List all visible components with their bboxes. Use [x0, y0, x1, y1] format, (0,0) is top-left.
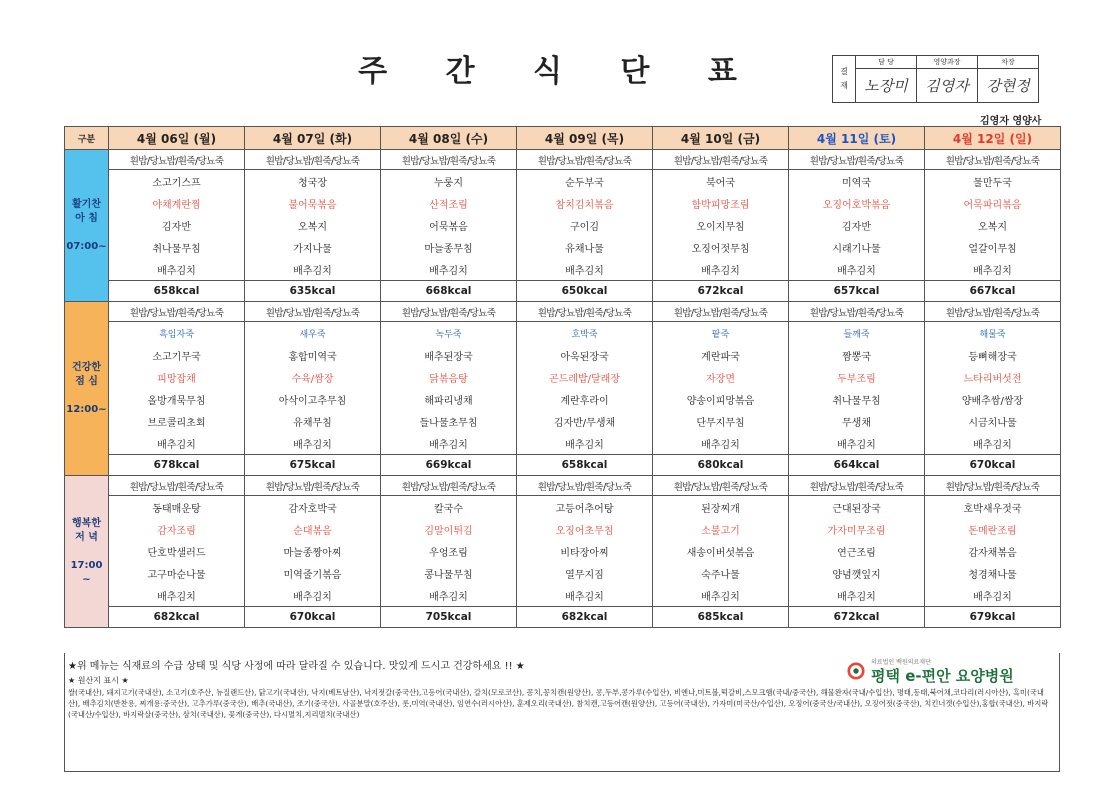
menu-item-cell: 동태매운탕 [109, 496, 245, 519]
menu-item-cell: 양배추쌈/쌈장 [925, 388, 1061, 410]
menu-row [65, 366, 1061, 388]
menu-item-cell: 아삭이고추무침 [245, 388, 381, 410]
kcal-row [65, 281, 1061, 302]
rice-option-cell: 흰밥/당뇨밥/흰죽/당뇨죽 [789, 476, 925, 496]
kcal-cell: 657kcal [789, 281, 925, 302]
rice-option-cell: 흰밥/당뇨밥/흰죽/당뇨죽 [925, 150, 1061, 170]
menu-item-cell: 김자반/무생채 [517, 410, 653, 432]
menu-item-cell: 올방개묵무침 [109, 388, 245, 410]
menu-item-cell: 배추김치 [381, 432, 517, 455]
menu-row [65, 540, 1061, 562]
menu-item-cell: 호박새우젓국 [925, 496, 1061, 519]
kcal-cell: 635kcal [245, 281, 381, 302]
menu-item-cell: 들나물초무침 [381, 410, 517, 432]
menu-item-cell: 배추김치 [109, 258, 245, 281]
meal-label-line: 점 심 [75, 375, 98, 387]
header-row [65, 127, 1061, 150]
menu-item-cell: 된장찌개 [653, 496, 789, 519]
menu-item-cell: 감자조림 [109, 518, 245, 540]
menu-item-cell: 숙주나물 [653, 562, 789, 584]
menu-item-cell: 취나물무침 [789, 388, 925, 410]
menu-item-cell: 우엉조림 [381, 540, 517, 562]
menu-item-cell: 누룽지 [381, 170, 517, 193]
menu-item-cell: 시래기나물 [789, 236, 925, 258]
rice-option-cell: 흰밥/당뇨밥/흰죽/당뇨죽 [109, 476, 245, 496]
kcal-cell: 672kcal [653, 281, 789, 302]
menu-item-cell: 닭볶음탕 [381, 366, 517, 388]
meal-label-line: ~ [82, 573, 91, 585]
menu-item-cell: 배추김치 [789, 258, 925, 281]
menu-item-cell: 함박피망조림 [653, 192, 789, 214]
header-day: 4월 08일 (수) [381, 127, 517, 150]
menu-item-cell: 유채무침 [245, 410, 381, 432]
menu-item-cell: 야채계란찜 [109, 192, 245, 214]
menu-row [65, 518, 1061, 540]
menu-item-cell: 호박죽 [517, 322, 653, 345]
menu-item-cell: 구이김 [517, 214, 653, 236]
menu-item-cell: 단호박샐러드 [109, 540, 245, 562]
menu-item-cell: 얼갈이무침 [925, 236, 1061, 258]
meal-label-line: 활기찬 [72, 198, 101, 210]
menu-row [65, 322, 1061, 345]
menu-item-cell: 감자채볶음 [925, 540, 1061, 562]
menu-item-cell: 홍합미역국 [245, 344, 381, 366]
menu-item-cell: 김자반 [789, 214, 925, 236]
meal-label-lunch [65, 302, 109, 476]
menu-item-cell: 순대볶음 [245, 518, 381, 540]
kcal-cell: 675kcal [245, 455, 381, 476]
meal-label-breakfast [65, 150, 109, 302]
menu-row [65, 584, 1061, 607]
rice-option-cell: 흰밥/당뇨밥/흰죽/당뇨죽 [653, 302, 789, 322]
menu-item-cell: 소고기무국 [109, 344, 245, 366]
menu-item-cell: 감자호박국 [245, 496, 381, 519]
menu-item-cell: 김자반 [109, 214, 245, 236]
approval-header: 담 당 [856, 56, 917, 69]
menu-row [65, 302, 1061, 322]
menu-item-cell: 배추김치 [245, 432, 381, 455]
menu-item-cell: 녹두죽 [381, 322, 517, 345]
kcal-cell: 680kcal [653, 455, 789, 476]
meal-label-line: 아 침 [75, 212, 98, 224]
menu-item-cell: 배추김치 [517, 432, 653, 455]
menu-row [65, 410, 1061, 432]
rice-option-cell: 흰밥/당뇨밥/흰죽/당뇨죽 [109, 302, 245, 322]
meal-label-line: 12:00~ [66, 403, 107, 415]
approval-label: 결 재 [833, 56, 856, 103]
rice-option-cell: 흰밥/당뇨밥/흰죽/당뇨죽 [245, 476, 381, 496]
menu-item-cell: 어묵파리볶음 [925, 192, 1061, 214]
menu-item-cell: 순두부국 [517, 170, 653, 193]
menu-row [65, 150, 1061, 170]
menu-row [65, 496, 1061, 519]
menu-item-cell: 배추김치 [789, 432, 925, 455]
menu-item-cell: 소고기스프 [109, 170, 245, 193]
rice-option-cell: 흰밥/당뇨밥/흰죽/당뇨죽 [517, 150, 653, 170]
header-day: 4월 10일 (금) [653, 127, 789, 150]
footer [64, 653, 1060, 772]
menu-item-cell: 계란파국 [653, 344, 789, 366]
kcal-cell: 658kcal [109, 281, 245, 302]
kcal-row [65, 455, 1061, 476]
meal-label-line: 건강한 [72, 361, 101, 373]
menu-item-cell: 미역국 [789, 170, 925, 193]
rice-option-cell: 흰밥/당뇨밥/흰죽/당뇨죽 [789, 150, 925, 170]
kcal-cell: 650kcal [517, 281, 653, 302]
kcal-cell: 664kcal [789, 455, 925, 476]
rice-option-cell: 흰밥/당뇨밥/흰죽/당뇨죽 [925, 302, 1061, 322]
menu-item-cell: 오징어초무침 [517, 518, 653, 540]
menu-item-cell: 마늘종짱아찌 [245, 540, 381, 562]
menu-item-cell: 배추김치 [925, 432, 1061, 455]
menu-item-cell: 오징어호박볶음 [789, 192, 925, 214]
menu-row [65, 170, 1061, 193]
menu-item-cell: 가자미무조림 [789, 518, 925, 540]
menu-item-cell: 무생채 [789, 410, 925, 432]
meal-label-line: 07:00~ [66, 240, 107, 252]
menu-item-cell: 참치김치볶음 [517, 192, 653, 214]
menu-item-cell: 느타리버섯전 [925, 366, 1061, 388]
menu-row [65, 258, 1061, 281]
menu-item-cell: 오복지 [925, 214, 1061, 236]
kcal-cell: 685kcal [653, 607, 789, 628]
menu-item-cell: 곤드레밥/달래장 [517, 366, 653, 388]
menu-item-cell: 수육/쌈장 [245, 366, 381, 388]
header-day: 4월 07일 (화) [245, 127, 381, 150]
menu-item-cell: 단무지무침 [653, 410, 789, 432]
menu-item-cell: 북어국 [653, 170, 789, 193]
menu-item-cell: 배추김치 [789, 584, 925, 607]
menu-row [65, 214, 1061, 236]
header-day-saturday: 4월 11일 (토) [789, 127, 925, 150]
menu-item-cell: 배추김치 [381, 584, 517, 607]
menu-item-cell: 배추김치 [925, 258, 1061, 281]
meal-label-line [65, 389, 108, 403]
rice-option-cell: 흰밥/당뇨밥/흰죽/당뇨죽 [517, 476, 653, 496]
menu-item-cell: 흑임자죽 [109, 322, 245, 345]
menu-item-cell: 배추김치 [109, 432, 245, 455]
menu-item-cell: 피망잡채 [109, 366, 245, 388]
meal-label-line [65, 226, 108, 240]
dietitian-name: 김영자 영양사 [980, 116, 1042, 127]
menu-item-cell: 시금치나물 [925, 410, 1061, 432]
menu-item-cell: 계란후라이 [517, 388, 653, 410]
menu-item-cell: 오복지 [245, 214, 381, 236]
menu-item-cell: 배추김치 [653, 432, 789, 455]
menu-item-cell: 배추김치 [245, 258, 381, 281]
menu-item-cell: 두부조림 [789, 366, 925, 388]
menu-item-cell: 미역줄기볶음 [245, 562, 381, 584]
kcal-cell: 670kcal [925, 455, 1061, 476]
menu-item-cell: 김말이튀김 [381, 518, 517, 540]
hospital-logo-icon [847, 662, 865, 680]
rice-option-cell: 흰밥/당뇨밥/흰죽/당뇨죽 [245, 302, 381, 322]
kcal-cell: 705kcal [381, 607, 517, 628]
menu-item-cell: 칼국수 [381, 496, 517, 519]
menu-item-cell: 소불고기 [653, 518, 789, 540]
approval-signature: 김영자 [917, 69, 978, 103]
menu-item-cell: 들깨죽 [789, 322, 925, 345]
header-gubun: 구분 [65, 127, 109, 150]
rice-option-cell: 흰밥/당뇨밥/흰죽/당뇨죽 [517, 302, 653, 322]
rice-option-cell: 흰밥/당뇨밥/흰죽/당뇨죽 [381, 302, 517, 322]
kcal-cell: 672kcal [789, 607, 925, 628]
kcal-cell: 678kcal [109, 455, 245, 476]
menu-item-cell: 산적조림 [381, 192, 517, 214]
kcal-cell: 668kcal [381, 281, 517, 302]
menu-item-cell: 유채나물 [517, 236, 653, 258]
kcal-cell: 682kcal [109, 607, 245, 628]
meal-label-line: 17:00 [70, 559, 103, 571]
approval-signature: 강현정 [978, 69, 1039, 103]
menu-item-cell: 배추김치 [653, 258, 789, 281]
kcal-cell: 679kcal [925, 607, 1061, 628]
rice-option-cell: 흰밥/당뇨밥/흰죽/당뇨죽 [653, 150, 789, 170]
meal-label-line: 행복한 [72, 517, 101, 529]
menu-item-cell: 고등어추어탕 [517, 496, 653, 519]
menu-item-cell: 짬뽕국 [789, 344, 925, 366]
menu-item-cell: 불어묵볶음 [245, 192, 381, 214]
meal-label-line [65, 545, 108, 559]
menu-item-cell: 자장면 [653, 366, 789, 388]
rice-option-cell: 흰밥/당뇨밥/흰죽/당뇨죽 [381, 476, 517, 496]
rice-option-cell: 흰밥/당뇨밥/흰죽/당뇨죽 [925, 476, 1061, 496]
menu-item-cell: 배추된장국 [381, 344, 517, 366]
menu-item-cell: 배추김치 [381, 258, 517, 281]
menu-item-cell: 취나물무침 [109, 236, 245, 258]
menu-item-cell: 오징어젓무침 [653, 236, 789, 258]
menu-item-cell: 마늘종무침 [381, 236, 517, 258]
rice-option-cell: 흰밥/당뇨밥/흰죽/당뇨죽 [653, 476, 789, 496]
kcal-cell: 670kcal [245, 607, 381, 628]
origin-text: 쌀(국내산), 돼지고기(국내산), 소고기(호주산, 뉴질랜드산), 닭고기(국내산), 낙지(베트남산), 낙지젓갈(중국산),고등어(국내산), 갈치(모로코산), 꽁치,꽁치캔(원양산), 콩,두부,콩가루(수입산), 비엔나,미트볼,떡갈비,스모크햄(국내/중국산), 해물완자(국내/수입산), 명태,동태,북어채,코다리(러시아산), 흑미(국내산), 배추김치(반찬용, 찌개용:중국산), 고추가루(중국산), 배추(국내산), 조기(중국산), 사골분말(호주산), 롯,미역(국내산), 임연수(러시아산), 훈제오리(국내산), 참치캔,고등어캔(원양산), 고등어(국내산), 가자미(미국산/수입산), 오징어(중국산/국내산), 오징어젓(중국산), 치킨너겟(수입산),홍합(국내산), 바지락(국내산/수입산), 바지락살(중국산), 삼치(국내산), 꽃게(중국산), 다시멸치,지리멸치(국내산) [68, 688, 1049, 719]
logo-subtitle: 의료법인 백원의료재단 [871, 659, 931, 666]
menu-item-cell: 양념깻잎지 [789, 562, 925, 584]
menu-item-cell: 오이지무침 [653, 214, 789, 236]
footer-note: ★위 메뉴는 식재료의 수급 상태 및 식당 사정에 따라 달라질 수 있습니다. 맛있게 드시고 건강하세요 !! ★ [68, 661, 525, 672]
menu-item-cell: 해물죽 [925, 322, 1061, 345]
menu-item-cell: 새송이버섯볶음 [653, 540, 789, 562]
menu-item-cell: 물만두국 [925, 170, 1061, 193]
rice-option-cell: 흰밥/당뇨밥/흰죽/당뇨죽 [109, 150, 245, 170]
meal-label-line: 저 녁 [75, 531, 98, 543]
menu-item-cell: 새우죽 [245, 322, 381, 345]
menu-item-cell: 돈메란조림 [925, 518, 1061, 540]
menu-row [65, 192, 1061, 214]
header-day: 4월 06일 (월) [109, 127, 245, 150]
menu-item-cell: 등뼈해장국 [925, 344, 1061, 366]
menu-item-cell: 연근조림 [789, 540, 925, 562]
menu-item-cell: 브로콜리초회 [109, 410, 245, 432]
kcal-row [65, 607, 1061, 628]
weekly-menu-table [64, 126, 1061, 628]
kcal-cell: 682kcal [517, 607, 653, 628]
menu-row [65, 476, 1061, 496]
logo-title: 평택 e-편안 요양병원 [871, 667, 1014, 685]
rice-option-cell: 흰밥/당뇨밥/흰죽/당뇨죽 [789, 302, 925, 322]
menu-item-cell: 아욱된장국 [517, 344, 653, 366]
menu-item-cell: 콩나물무침 [381, 562, 517, 584]
menu-item-cell: 청국장 [245, 170, 381, 193]
kcal-cell: 658kcal [517, 455, 653, 476]
menu-row [65, 388, 1061, 410]
rice-option-cell: 흰밥/당뇨밥/흰죽/당뇨죽 [381, 150, 517, 170]
menu-item-cell: 배추김치 [245, 584, 381, 607]
header-day-sunday: 4월 12일 (일) [925, 127, 1061, 150]
menu-item-cell: 가지나물 [245, 236, 381, 258]
approval-header: 차장 [978, 56, 1039, 69]
menu-item-cell: 배추김치 [653, 584, 789, 607]
approval-signature: 노장미 [856, 69, 917, 103]
menu-item-cell: 어묵볶음 [381, 214, 517, 236]
menu-item-cell: 열무지짐 [517, 562, 653, 584]
header-day: 4월 09일 (목) [517, 127, 653, 150]
menu-item-cell: 배추김치 [925, 584, 1061, 607]
menu-item-cell: 해파리냉채 [381, 388, 517, 410]
menu-item-cell: 팥죽 [653, 322, 789, 345]
hospital-logo [845, 655, 1055, 683]
approval-box [832, 55, 1039, 103]
rice-option-cell: 흰밥/당뇨밥/흰죽/당뇨죽 [245, 150, 381, 170]
menu-item-cell: 배추김치 [517, 584, 653, 607]
page-title: 주 간 식 단 표 [358, 54, 761, 89]
kcal-cell: 667kcal [925, 281, 1061, 302]
menu-row [65, 236, 1061, 258]
kcal-cell: 669kcal [381, 455, 517, 476]
menu-item-cell: 양송이피망볶음 [653, 388, 789, 410]
menu-item-cell: 비타장아찌 [517, 540, 653, 562]
approval-header: 영양과장 [917, 56, 978, 69]
menu-row [65, 432, 1061, 455]
menu-item-cell: 배추김치 [109, 584, 245, 607]
menu-row [65, 344, 1061, 366]
meal-label-dinner [65, 476, 109, 628]
menu-item-cell: 고구마순나물 [109, 562, 245, 584]
menu-item-cell: 청경채나물 [925, 562, 1061, 584]
menu-item-cell: 배추김치 [517, 258, 653, 281]
origin-title: ★ 원산지 표시 ★ [68, 676, 129, 685]
menu-row [65, 562, 1061, 584]
menu-item-cell: 근대된장국 [789, 496, 925, 519]
